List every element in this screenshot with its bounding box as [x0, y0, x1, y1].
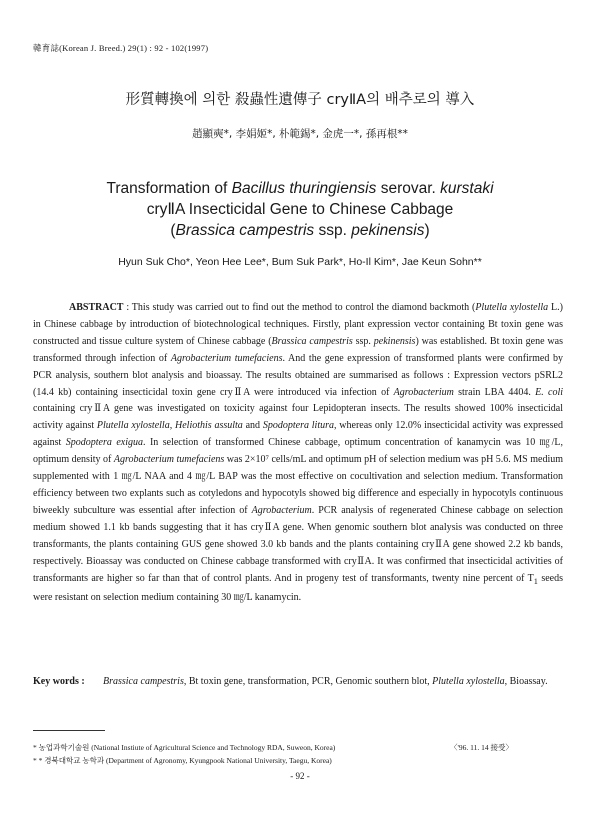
keywords-text: Brassica campestris, Bt toxin gene, transformation, PCR, Genomic southern blot, Plutella xylostella, Bioassay.: [103, 676, 548, 687]
english-title: [0, 178, 600, 241]
keywords: [33, 673, 563, 690]
korean-title: 形質轉換에 의한 殺蟲性遺傳子 cryⅡA의 배추로의 導入: [125, 92, 475, 108]
abstract: [33, 300, 563, 607]
korean-authors: 趙顯奭*, 李娟姬*, 朴範錫*, 金虎一*, 孫再根**: [192, 128, 408, 140]
footnote-divider: [33, 730, 105, 731]
footnote-affiliation-2: * * 경북대학교 농학과 (Department of Agronomy, Kyungpook National University, Taegu, Korea): [33, 756, 332, 765]
english-title-line1: Transformation of Bacillus thuringiensis serovar. kurstaki: [106, 180, 494, 197]
page-number: - 92 -: [290, 771, 310, 781]
abstract-paragraph: ABSTRACT : This study was carried out to find out the method to control the diamond backmoth (Plutella xylostella L.) in Chinese cabbage by introduction of biotechnological techniques. Firstly, plant expression vector containing Bt toxin gene was constructed and tissue culture system of Chinese cabbage (Brassica campestris ssp. pekinensis) was established. Bt toxin gene was transformed through infection of Agrobacterium tumefaciens. And the gene expression of transformed plants were confirmed by PCR analysis, southern blot analysis and bioassay. The results obtained are summarised as follows : Expression vectors pSRL2 (14.4 kb) containing insecticidal toxin gene cryⅡA were introduced via infection of Agrobacterium strain LBA 4404. E. coli containing cryⅡA gene was investigated on toxicity against four Lepidopteran insects. The results showed 100% insecticidal activity against Plutella xylostella, Heliothis assulta and Spodoptera litura, whereas only 12.0% insecticidal activity was expressed against Spodoptera exigua. In selection of transformed Chinese cabbage, optimum concentration of kanamycin was 10 ㎎/L, optimum density of Agrobacterium tumefaciens was 2×10⁷ cells/mL and optimum pH of selection medium was pH 5.6. MS medium supplemented with 1 ㎎/L NAA and 4 ㎎/L BAP was the most effective on cocultivation and selection medium. Transformation efficiency between two explants such as cotyledons and hypocotyls showed big difference and especially in hypocotyls continuous biweekly subculture was essential after infection of Agrobacterium. PCR analysis of regenerated Chinese cabbage on selection medium showed 1.1 kb bands suggesting that it has cryⅡA gene. When genomic southern blot analysis was conducted on three transformants, the plants containing GUS gene showed 3.0 kb bands and the plants containing cryⅡA gene showed 2.2 kb bands, respectively. Bioassay was conducted on Chinese cabbage transformed with cryⅡA. It was confirmed that insecticidal activities of transformants are higher so far than that of control plants. And in progeny test of transformants, twenty nine percent of $T_1$ seeds were resistant on selection medium containing 30 ㎎/L kanamycin.: [33, 302, 564, 604]
english-authors: Hyun Suk Cho*, Yeon Hee Lee*, Bum Suk Park*, Ho-Il Kim*, Jae Keun Sohn**: [118, 256, 482, 268]
footnote-affiliation-1: * 농업과학기술원 (National Instiute of Agricultural Science and Technology RDA, Suweon, Korea): [33, 743, 336, 752]
english-title-line2: cryⅡA Insecticidal Gene to Chinese Cabbage: [146, 201, 454, 218]
english-title-line3: (Brassica campestris ssp. pekinensis): [170, 222, 430, 239]
journal-citation: 韓育誌(Korean J. Breed.) 29(1) : 92 - 102(1997): [33, 43, 209, 53]
keywords-label: Key words :: [33, 676, 85, 687]
abstract-label: ABSTRACT: [69, 302, 124, 313]
received-date: 〈'96. 11. 14 接受〉: [450, 743, 513, 752]
